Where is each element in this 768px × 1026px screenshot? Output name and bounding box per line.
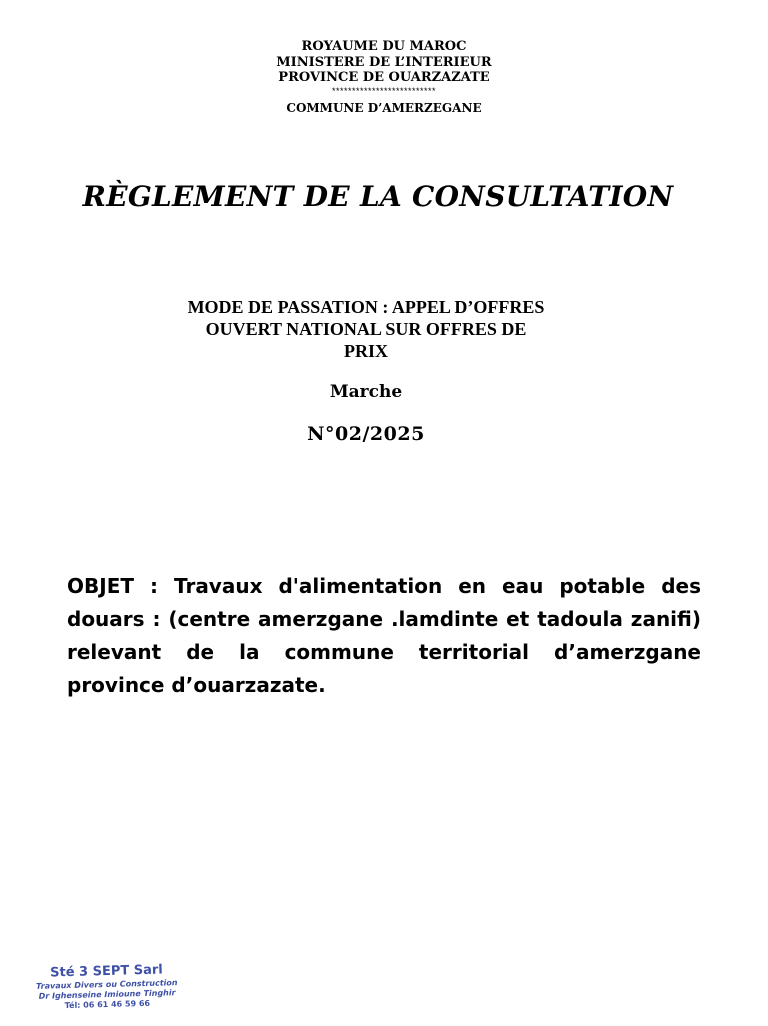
marche-number: N°02/2025 <box>307 423 425 445</box>
stamp-company-name: Sté 3 SEPT Sarl <box>49 962 163 981</box>
header-ministry: MINISTERE DE L’INTERIEUR <box>276 54 492 70</box>
mode-line-2: OUVERT NATIONAL SUR OFFRES DE <box>205 319 527 339</box>
header-separator: ************************** <box>331 85 437 96</box>
mode-line-1: MODE DE PASSATION : APPEL D’OFFRES <box>187 297 545 317</box>
mode-line-3: PRIX <box>344 341 388 361</box>
objet-paragraph: OBJET : Travaux d'alimentation en eau potable des douars : (centre amerzgane .lamdinte et tadoula zanifi) relevant de la commune territorial d’amerzgane province d’ouarzazate. <box>67 574 701 697</box>
mode-de-passation <box>150 296 582 362</box>
header-kingdom: ROYAUME DU MAROC <box>301 39 467 54</box>
header-commune: COMMUNE D’AMERZEGANE <box>286 100 482 115</box>
stamp-activity: Travaux Divers ou Construction <box>36 978 178 991</box>
marche-label: Marche <box>329 382 403 402</box>
company-stamp <box>23 956 191 1026</box>
stamp-address: Dr Ighenseine Imioune Tinghir <box>38 988 176 1001</box>
header-province: PROVINCE DE OUARZAZATE <box>278 70 490 85</box>
document-header <box>0 39 768 116</box>
document-title: RÈGLEMENT DE LA CONSULTATION <box>82 180 674 213</box>
stamp-phone: Tél: 06 61 46 59 66 <box>64 998 151 1011</box>
